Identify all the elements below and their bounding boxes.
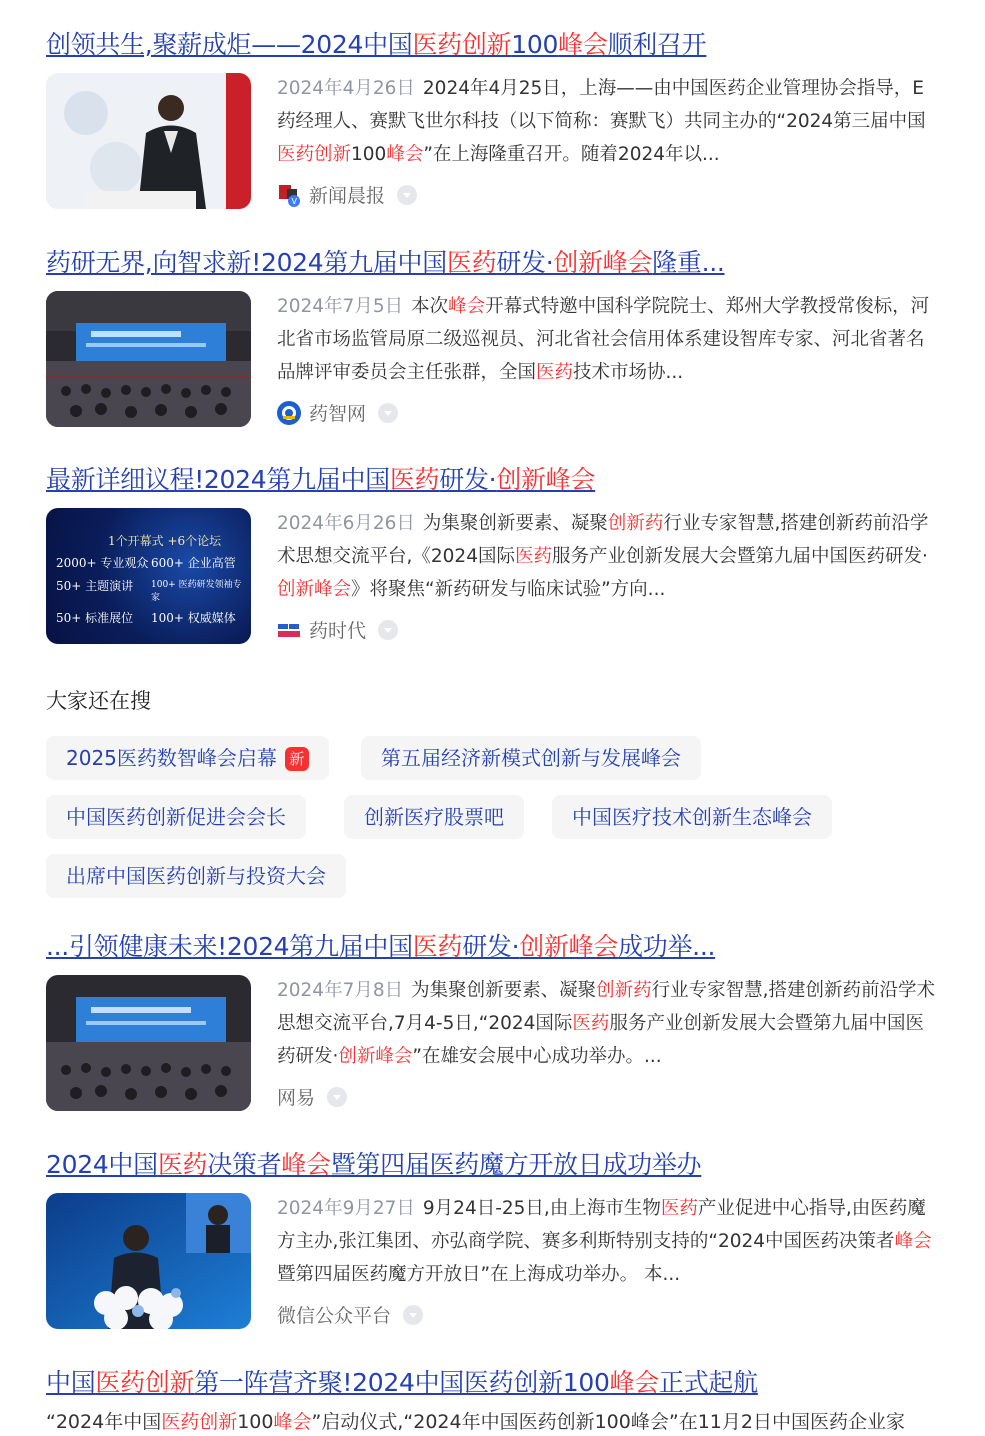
search-result	[46, 931, 946, 1111]
result-title[interactable]	[46, 464, 946, 496]
result-date: 2024年6月26日	[277, 513, 415, 534]
highlight-keyword: 医药	[572, 1013, 610, 1034]
highlight-keyword: 创新峰会	[519, 932, 619, 961]
text-segment: 2024年4月25日，上海——由中国医药企业管理协会指导，E药经理人、赛默飞世尔科技（以下简称：赛默飞）共同主办的“2024第三届中国	[277, 78, 926, 132]
text-segment: 药研无界,向智求新!2024第九届中国	[46, 248, 447, 277]
result-date: 2024年9月27日	[277, 1198, 415, 1219]
text-segment: “2024年中国	[46, 1411, 162, 1433]
highlight-keyword: 创新药	[607, 513, 664, 534]
result-title[interactable]	[46, 1367, 946, 1399]
text-segment: 100	[351, 144, 387, 165]
text-segment: 》将聚焦“新药研发与临床试验”方向...	[351, 579, 666, 600]
result-snippet	[46, 1408, 905, 1436]
result-thumbnail[interactable]	[46, 1193, 251, 1329]
text-segment: 研发·	[439, 465, 497, 494]
result-thumbnail[interactable]	[46, 975, 251, 1111]
result-thumbnail[interactable]	[46, 73, 251, 209]
highlight-keyword: 医药创新	[95, 1368, 195, 1397]
result-snippet	[277, 507, 942, 606]
highlight-keyword: 医药创新	[412, 30, 512, 59]
conference-hall-photo-icon	[46, 975, 251, 1111]
text-segment: 正式起航	[659, 1368, 758, 1397]
text-segment: 研发·	[496, 248, 554, 277]
result-source[interactable]: 微信公众平台	[277, 1301, 942, 1328]
result-source[interactable]: 药智网	[277, 399, 942, 426]
thumb-headline: 1个开幕式 +6个论坛	[108, 534, 222, 548]
highlight-keyword: 峰会	[894, 1231, 932, 1252]
result-source[interactable]: V 新闻晨报	[277, 181, 942, 208]
result-title[interactable]	[46, 29, 946, 61]
related-search-chip[interactable]: 2025医药数智峰会启幕 新	[46, 736, 329, 780]
conference-hall-photo-icon	[46, 291, 251, 427]
new-badge: 新	[285, 747, 309, 771]
news-source-icon	[277, 401, 301, 425]
text-segment: 为集聚创新要素、凝聚	[411, 980, 597, 1001]
text-segment: 本次	[411, 296, 449, 317]
news-source-icon	[277, 618, 301, 642]
thumb-stat: 2000+ 专业观众	[56, 556, 149, 570]
result-snippet	[277, 974, 942, 1073]
text-segment: ”在雄安会展中心成功举办。...	[412, 1046, 662, 1067]
highlight-keyword: 创新峰会	[277, 579, 352, 600]
text-segment: 暨第四届医药魔方开放日成功举办	[330, 1150, 702, 1179]
highlight-keyword: 医药	[157, 1150, 208, 1179]
speaker-photo-icon	[46, 73, 251, 209]
result-snippet	[277, 290, 942, 389]
text-segment: 产业促进中心指导,由医药魔方主办,张江集团、亦弘商学院、赛多利斯特别支持的“2024中国医药决策者	[277, 1198, 926, 1252]
search-result	[46, 1149, 946, 1329]
text-segment: ”启动仪式,“2024年中国医药创新100峰会”在11月2日中国医药企业家	[311, 1411, 905, 1433]
text-segment: 9月24日-25日,由上海市生物	[422, 1198, 661, 1219]
chevron-down-icon[interactable]	[378, 403, 398, 423]
related-search-chip[interactable]: 中国医疗技术创新生态峰会	[552, 795, 832, 839]
search-result	[46, 464, 946, 644]
highlight-keyword: 医药	[412, 932, 463, 961]
result-date: 2024年7月5日	[277, 296, 404, 317]
news-source-icon	[277, 183, 301, 207]
highlight-keyword: 创新峰会	[496, 465, 596, 494]
result-title[interactable]	[46, 1149, 946, 1181]
highlight-keyword: 医药	[660, 1198, 698, 1219]
text-segment: 暨第四届医药魔方开放日”在上海成功举办。 本...	[277, 1264, 681, 1285]
text-segment: 最新详细议程!2024第九届中国	[46, 465, 390, 494]
highlight-keyword: 医药	[446, 248, 497, 277]
text-segment: 成功举...	[618, 932, 716, 961]
text-segment: 为集聚创新要素、凝聚	[422, 513, 608, 534]
highlight-keyword: 医药	[389, 465, 440, 494]
thumb-stat: 100+ 权威媒体	[151, 611, 236, 625]
result-thumbnail[interactable]	[46, 291, 251, 427]
related-search-chip[interactable]: 创新医疗股票吧	[344, 795, 524, 839]
search-result	[46, 247, 946, 427]
text-segment: 第一阵营齐聚!2024中国医药创新100	[194, 1368, 610, 1397]
text-segment: 研发·	[462, 932, 520, 961]
thumb-stat: 50+ 标准展位	[56, 611, 134, 625]
result-source[interactable]: 网易	[277, 1083, 942, 1110]
text-segment: 2024中国	[46, 1150, 158, 1179]
result-date: 2024年4月26日	[277, 78, 415, 99]
search-result	[46, 29, 946, 209]
highlight-keyword: 医药	[536, 362, 574, 383]
related-searches-title: 大家还在搜	[46, 689, 151, 713]
related-search-chip[interactable]: 第五届经济新模式创新与发展峰会	[361, 736, 701, 780]
text-segment: 100	[237, 1411, 274, 1433]
result-title[interactable]	[46, 931, 946, 963]
text-segment: 服务产业创新发展大会暨第九届中国医药研发·	[551, 546, 928, 567]
highlight-keyword: 创新峰会	[338, 1046, 413, 1067]
related-search-chip[interactable]: 中国医药创新促进会会长	[46, 795, 306, 839]
chevron-down-icon[interactable]	[397, 185, 417, 205]
result-date: 2024年7月8日	[277, 980, 404, 1001]
chevron-down-icon[interactable]	[327, 1087, 347, 1107]
highlight-keyword: 峰会	[448, 296, 486, 317]
speaker-podium-photo-icon	[46, 1193, 251, 1329]
svg-text:V: V	[291, 196, 297, 206]
highlight-keyword: 峰会	[609, 1368, 659, 1397]
text-segment: 顺利召开	[607, 30, 707, 59]
text-segment: ”在上海隆重召开。随着2024年以...	[423, 144, 720, 165]
thumb-stat: 100+ 医药研发领袖专家	[151, 580, 242, 603]
text-segment: 行业专家智慧,搭建创新药前沿学术思想交流平台,7月4-5日,“2024国际	[277, 980, 936, 1034]
result-snippet	[277, 72, 942, 171]
chevron-down-icon[interactable]	[403, 1305, 423, 1325]
highlight-keyword: 医药创新	[277, 144, 352, 165]
thumb-stat: 50+ 主题演讲	[56, 579, 134, 593]
highlight-keyword: 医药创新	[161, 1411, 238, 1433]
text-segment: 中国	[46, 1368, 96, 1397]
text-segment: 100	[511, 30, 559, 59]
highlight-keyword: 医药	[514, 546, 552, 567]
highlight-keyword: 创新药	[596, 980, 652, 1001]
result-title[interactable]	[46, 247, 946, 279]
result-thumbnail[interactable]	[46, 508, 251, 644]
text-segment: 开幕式特邀中国科学院院士、郑州大学教授常俊标，河北省市场监管局原二级巡视员、河北省社会信用体系建设智库专家、河北省著名品牌评审委员会主任张群，全国	[277, 296, 930, 383]
text-segment: 隆重...	[652, 248, 725, 277]
thumb-stat: 600+ 企业高管	[151, 556, 236, 570]
text-segment: 服务产业创新发展大会暨第九届中国医药研发·	[277, 1013, 924, 1067]
highlight-keyword: 峰会	[386, 144, 424, 165]
search-result	[46, 1367, 946, 1399]
highlight-keyword: 峰会	[281, 1150, 331, 1179]
text-segment: 技术市场协...	[573, 362, 684, 383]
text-segment: 行业专家智慧,搭建创新药前沿学术思想交流平台,《2024国际	[277, 513, 929, 567]
chevron-down-icon[interactable]	[378, 620, 398, 640]
text-segment: ...引领健康未来!2024第九届中国	[46, 932, 413, 961]
result-snippet	[277, 1192, 942, 1291]
highlight-keyword: 峰会	[273, 1411, 312, 1433]
text-segment: 决策者	[207, 1150, 282, 1179]
result-source[interactable]: 药时代	[277, 616, 942, 643]
related-search-chip[interactable]: 出席中国医药创新与投资大会	[46, 854, 346, 898]
text-segment: 创领共生,聚薪成炬——2024中国	[46, 30, 413, 59]
highlight-keyword: 峰会	[558, 30, 608, 59]
highlight-keyword: 创新峰会	[553, 248, 653, 277]
